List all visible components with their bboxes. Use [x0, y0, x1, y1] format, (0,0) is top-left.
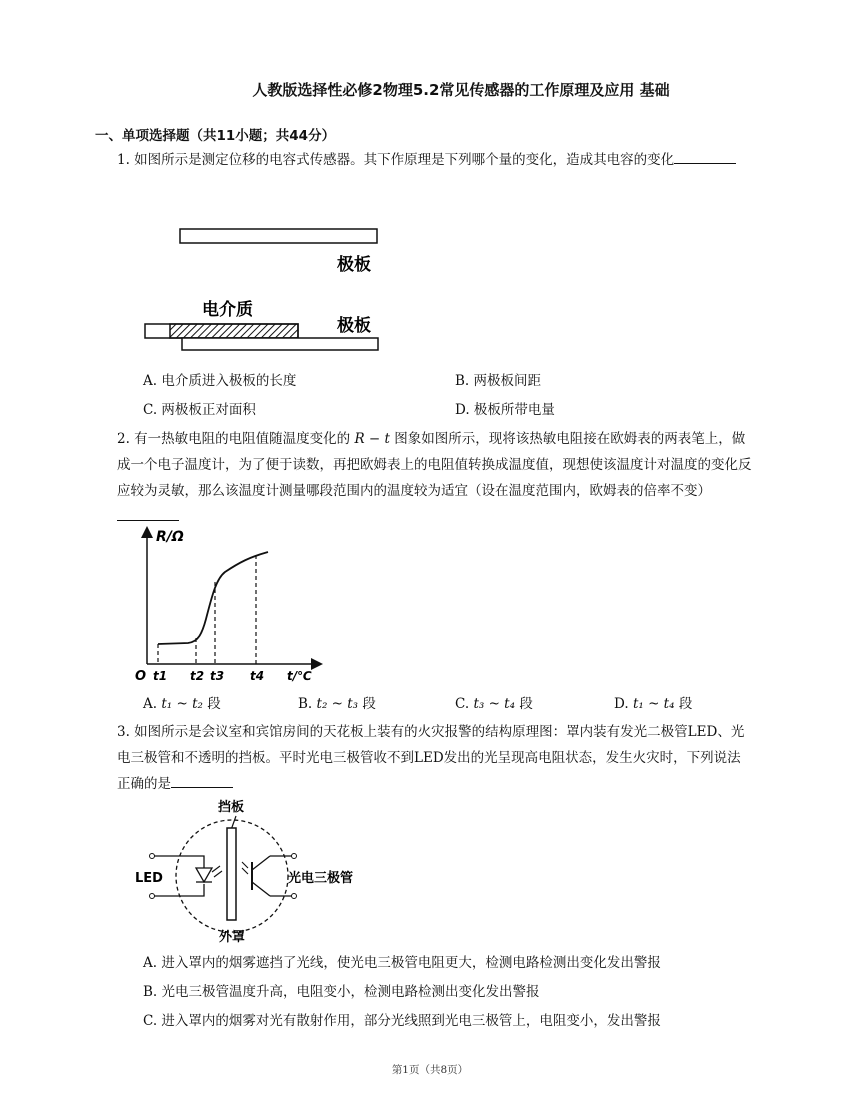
- q2-option-c[interactable]: [455, 692, 533, 712]
- option-label: B.: [298, 696, 313, 712]
- led-diode-symbol: [196, 868, 212, 882]
- bottom-plate-label: 极板: [337, 316, 371, 336]
- transistor-emitter: [252, 882, 270, 896]
- option-suffix: 段: [207, 696, 221, 712]
- resistance-temperature-graph: [130, 524, 330, 686]
- q1-option-c[interactable]: C. 两极板正对面积: [143, 402, 256, 418]
- page-title: 人教版选择性必修2物理5.2常见传感器的工作原理及应用 基础: [252, 81, 670, 99]
- baffle-label: 挡板: [218, 800, 245, 815]
- option-suffix: 段: [362, 696, 376, 712]
- option-suffix: 段: [678, 696, 693, 712]
- light-in-arrow-1: [242, 862, 248, 868]
- option-suffix: 段: [519, 696, 533, 712]
- cover-label: 外罩: [219, 930, 246, 945]
- fire-alarm-figure: [132, 796, 372, 946]
- q1-option-a[interactable]: A. 电介质进入极板的长度: [143, 373, 297, 389]
- dielectric-label: 电介质: [202, 300, 253, 320]
- q2-option-a[interactable]: [143, 692, 221, 712]
- led-wire-top: [154, 856, 204, 868]
- top-plate-label: 极板: [337, 255, 371, 275]
- q3-option-b[interactable]: B. 光电三极管温度升高，电阻变小，检测电路检测出变化发出警报: [143, 984, 540, 1000]
- r-t-symbol: R − t: [354, 431, 390, 447]
- pt-terminal-bottom: [292, 894, 297, 899]
- option-math: t₁ ~ t₂: [161, 696, 203, 712]
- phototransistor-label: 光电三极管: [288, 871, 354, 886]
- tick-t3: t3: [210, 669, 225, 683]
- top-plate: [180, 229, 377, 243]
- tick-t2: t2: [190, 669, 205, 683]
- led-emit-arrow-2: [214, 871, 222, 877]
- q3-option-a[interactable]: A. 进入罩内的烟雾遮挡了光线，使光电三极管电阻更大，检测电路检测出变化发出警报: [143, 955, 661, 971]
- led-terminal-top: [150, 854, 155, 859]
- y-axis-label: R/Ω: [156, 529, 184, 545]
- option-label: A.: [143, 696, 158, 712]
- q2-option-b[interactable]: [298, 692, 376, 712]
- option-math: t₃ ~ t₄: [473, 696, 516, 712]
- option-label: C.: [455, 696, 470, 712]
- question-3: [117, 719, 753, 797]
- tick-t4: t4: [250, 669, 265, 683]
- answer-blank: [171, 773, 233, 788]
- question-1: [117, 147, 753, 173]
- question-2-stem-b: 图象如图所示，现将该热敏电阻接在欧姆表的两表笔上，做成一个电子温度计，为了便于读数，再把欧姆表上的电阻值转换成温度值，现想使该温度计对温度的变化反应较为灵敏，那么该温度计测量哪段范围内的温度较为适宜（设在温度范围内，欧姆表的倍率不变）: [117, 431, 752, 499]
- q3-option-c[interactable]: C. 进入罩内的烟雾对光有散射作用，部分光线照到光电三极管上，电阻变小，发出警报: [143, 1013, 661, 1029]
- question-1-stem: 1. 如图所示是测定位移的电容式传感器。其下作原理是下列哪个量的变化，造成其电容的变化: [117, 152, 675, 168]
- page-footer: 第1页（共8页）: [391, 1064, 469, 1076]
- option-label: D.: [614, 696, 629, 712]
- question-2-stem-a: 2. 有一热敏电阻的电阻值随温度变化的: [117, 431, 351, 447]
- question-2: [117, 426, 753, 530]
- origin-label: O: [135, 669, 147, 684]
- option-math: t₂ ~ t₃: [316, 696, 359, 712]
- option-math: t₁ ~ t₄: [632, 696, 675, 712]
- led-label: LED: [135, 871, 163, 886]
- pt-terminal-top: [292, 854, 297, 859]
- led-terminal-bottom: [150, 894, 155, 899]
- q1-option-b[interactable]: B. 两极板间距: [455, 373, 542, 389]
- dielectric-hatched: [170, 324, 298, 338]
- led-emit-arrow-1: [212, 866, 220, 872]
- baffle-plate: [227, 828, 236, 920]
- section-heading: 一、单项选择题（共11小题；共44分）: [95, 128, 336, 144]
- bottom-plate: [182, 338, 378, 350]
- answer-blank: [674, 149, 736, 164]
- tick-t1: t1: [153, 669, 168, 683]
- q2-option-d[interactable]: [614, 692, 692, 712]
- r-t-curve: [158, 552, 268, 644]
- q1-option-d[interactable]: D. 极板所带电量: [455, 402, 555, 418]
- light-in-arrow-2: [242, 868, 248, 874]
- capacitor-sensor-figure: [140, 218, 390, 358]
- transistor-collector: [252, 856, 270, 870]
- answer-blank: [117, 506, 179, 521]
- question-3-stem: 3. 如图所示是会议室和宾馆房间的天花板上装有的火灾报警的结构原理图：罩内装有发光二极管LED、光电三极管和不透明的挡板。平时光电三极管收不到LED发出的光呈现高电阻状态，发生火灾时，下列说法正确的是: [117, 724, 745, 792]
- x-axis-label: t/℃: [287, 669, 312, 683]
